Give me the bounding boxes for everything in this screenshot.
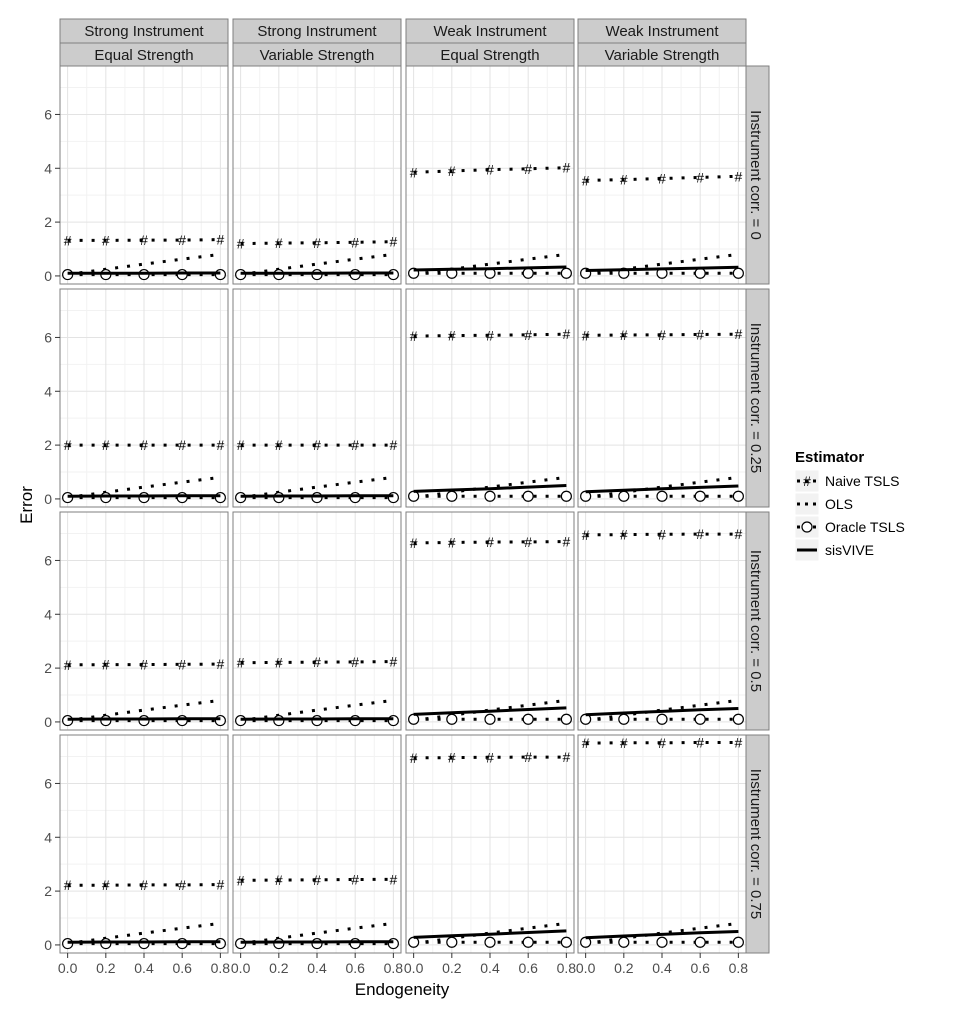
x-tick-label: 0.4 bbox=[134, 960, 154, 976]
point-oracle-tsls bbox=[274, 939, 284, 949]
point-oracle-tsls bbox=[485, 714, 495, 724]
point-oracle-tsls bbox=[177, 939, 187, 949]
x-tick-label: 0.4 bbox=[480, 960, 500, 976]
y-tick-label: 4 bbox=[44, 383, 52, 400]
point-naive-tsls: # bbox=[101, 656, 110, 673]
point-oracle-tsls bbox=[657, 937, 667, 947]
point-naive-tsls: # bbox=[619, 327, 628, 344]
point-oracle-tsls bbox=[523, 491, 533, 501]
x-tick-label: 0.4 bbox=[652, 960, 672, 976]
series-line-sisvive bbox=[241, 496, 394, 497]
row-strip-label: Instrument corr. = 0.25 bbox=[747, 322, 764, 474]
x-tick-label: 0.6 bbox=[345, 960, 365, 976]
panel bbox=[233, 512, 401, 730]
point-oracle-tsls bbox=[561, 491, 571, 501]
point-naive-tsls: # bbox=[63, 656, 72, 673]
point-oracle-tsls bbox=[215, 270, 225, 280]
point-oracle-tsls bbox=[350, 716, 360, 726]
point-naive-tsls: # bbox=[447, 162, 456, 179]
point-oracle-tsls bbox=[139, 716, 149, 726]
x-axis-title: Endogeneity bbox=[354, 980, 450, 999]
point-naive-tsls: # bbox=[236, 654, 245, 671]
column-strip-top-label: Strong Instrument bbox=[84, 23, 204, 40]
panel bbox=[60, 289, 228, 507]
point-naive-tsls: # bbox=[486, 161, 494, 178]
y-tick-label: 6 bbox=[44, 329, 52, 346]
point-naive-tsls: # bbox=[486, 327, 494, 344]
point-oracle-tsls bbox=[177, 493, 187, 503]
point-naive-tsls: # bbox=[101, 877, 110, 894]
x-tick-label: 0.6 bbox=[690, 960, 710, 976]
point-oracle-tsls bbox=[657, 491, 667, 501]
point-naive-tsls: # bbox=[658, 526, 666, 543]
legend-key-marker: # bbox=[803, 473, 811, 489]
panel bbox=[233, 289, 401, 507]
legend-title: Estimator bbox=[795, 449, 865, 466]
point-oracle-tsls bbox=[350, 939, 360, 949]
panel bbox=[578, 512, 746, 730]
point-naive-tsls: # bbox=[140, 876, 148, 893]
series-line-sisvive bbox=[68, 496, 221, 497]
y-tick-label: 0 bbox=[44, 936, 52, 953]
point-naive-tsls: # bbox=[734, 326, 743, 343]
point-naive-tsls: # bbox=[389, 233, 398, 250]
point-oracle-tsls bbox=[733, 937, 743, 947]
point-oracle-tsls bbox=[101, 716, 111, 726]
column-strip-bottom-label: Equal Strength bbox=[440, 47, 540, 64]
legend-label: Oracle TSLS bbox=[825, 519, 905, 535]
point-oracle-tsls bbox=[447, 714, 457, 724]
x-tick-label: 0.0 bbox=[575, 960, 596, 976]
legend bbox=[795, 449, 905, 561]
point-oracle-tsls bbox=[312, 716, 322, 726]
point-oracle-tsls bbox=[523, 937, 533, 947]
point-oracle-tsls bbox=[101, 493, 111, 503]
point-oracle-tsls bbox=[312, 493, 322, 503]
point-oracle-tsls bbox=[695, 268, 705, 278]
panel bbox=[60, 512, 228, 730]
point-naive-tsls: # bbox=[409, 749, 418, 766]
point-naive-tsls: # bbox=[696, 169, 705, 186]
point-naive-tsls: # bbox=[389, 437, 398, 454]
y-tick-label: 4 bbox=[44, 829, 52, 846]
point-naive-tsls: # bbox=[236, 872, 245, 889]
x-tick-label: 0.0 bbox=[403, 960, 424, 976]
panel bbox=[578, 735, 746, 953]
point-naive-tsls: # bbox=[274, 872, 283, 889]
point-naive-tsls: # bbox=[216, 876, 225, 893]
point-naive-tsls: # bbox=[409, 164, 418, 181]
point-naive-tsls: # bbox=[140, 437, 148, 454]
y-tick-label: 0 bbox=[44, 713, 52, 730]
point-naive-tsls: # bbox=[562, 326, 571, 343]
legend-item-naive-tsls bbox=[795, 470, 899, 492]
point-naive-tsls: # bbox=[524, 533, 533, 550]
point-oracle-tsls bbox=[485, 937, 495, 947]
point-oracle-tsls bbox=[388, 270, 398, 280]
point-naive-tsls: # bbox=[581, 327, 590, 344]
y-tick-label: 2 bbox=[44, 214, 52, 231]
panel bbox=[578, 289, 746, 507]
point-naive-tsls: # bbox=[581, 526, 590, 543]
point-oracle-tsls bbox=[177, 270, 187, 280]
point-oracle-tsls bbox=[619, 714, 629, 724]
point-oracle-tsls bbox=[388, 939, 398, 949]
row-strip-label: Instrument corr. = 0.5 bbox=[747, 549, 764, 693]
row-strip-label: Instrument corr. = 0 bbox=[747, 110, 764, 240]
point-naive-tsls: # bbox=[216, 231, 225, 248]
point-oracle-tsls bbox=[312, 939, 322, 949]
point-naive-tsls: # bbox=[216, 437, 225, 454]
point-naive-tsls: # bbox=[216, 656, 225, 673]
point-naive-tsls: # bbox=[313, 234, 321, 251]
point-naive-tsls: # bbox=[581, 172, 590, 189]
panel bbox=[233, 735, 401, 953]
point-oracle-tsls bbox=[523, 714, 533, 724]
point-naive-tsls: # bbox=[409, 328, 418, 345]
point-oracle-tsls bbox=[733, 714, 743, 724]
point-naive-tsls: # bbox=[178, 232, 187, 249]
point-naive-tsls: # bbox=[274, 654, 283, 671]
x-tick-label: 0.2 bbox=[614, 960, 634, 976]
point-naive-tsls: # bbox=[696, 734, 705, 751]
y-tick-label: 4 bbox=[44, 160, 52, 177]
point-oracle-tsls bbox=[619, 937, 629, 947]
point-naive-tsls: # bbox=[447, 749, 456, 766]
point-naive-tsls: # bbox=[619, 171, 628, 188]
series-line-sisvive bbox=[241, 942, 394, 943]
panel bbox=[406, 512, 574, 730]
point-naive-tsls: # bbox=[581, 735, 590, 752]
point-oracle-tsls bbox=[695, 714, 705, 724]
legend-key-marker bbox=[802, 522, 812, 532]
point-oracle-tsls bbox=[215, 716, 225, 726]
panel bbox=[233, 66, 401, 284]
panel bbox=[406, 289, 574, 507]
column-strip-top-label: Weak Instrument bbox=[605, 23, 719, 40]
point-naive-tsls: # bbox=[274, 437, 283, 454]
point-oracle-tsls bbox=[695, 937, 705, 947]
point-naive-tsls: # bbox=[63, 877, 72, 894]
y-tick-label: 2 bbox=[44, 660, 52, 677]
x-tick-label: 0.6 bbox=[172, 960, 192, 976]
point-oracle-tsls bbox=[388, 716, 398, 726]
column-strip-bottom-label: Equal Strength bbox=[94, 47, 194, 64]
point-naive-tsls: # bbox=[524, 749, 533, 766]
point-oracle-tsls bbox=[350, 493, 360, 503]
point-naive-tsls: # bbox=[658, 170, 666, 187]
x-tick-label: 0.8 bbox=[728, 960, 749, 976]
series-line-sisvive bbox=[241, 719, 394, 720]
point-naive-tsls: # bbox=[734, 168, 743, 185]
point-naive-tsls: # bbox=[351, 437, 360, 454]
point-oracle-tsls bbox=[561, 937, 571, 947]
point-oracle-tsls bbox=[139, 939, 149, 949]
point-oracle-tsls bbox=[274, 716, 284, 726]
point-naive-tsls: # bbox=[274, 235, 283, 252]
point-oracle-tsls bbox=[561, 268, 571, 278]
point-naive-tsls: # bbox=[101, 437, 110, 454]
point-naive-tsls: # bbox=[486, 749, 494, 766]
point-oracle-tsls bbox=[215, 939, 225, 949]
point-naive-tsls: # bbox=[734, 734, 743, 751]
point-oracle-tsls bbox=[101, 939, 111, 949]
x-tick-label: 0.0 bbox=[57, 960, 78, 976]
point-naive-tsls: # bbox=[101, 232, 110, 249]
point-naive-tsls: # bbox=[658, 734, 666, 751]
point-oracle-tsls bbox=[695, 491, 705, 501]
point-oracle-tsls bbox=[619, 491, 629, 501]
legend-label: Naive TSLS bbox=[825, 473, 900, 489]
x-tick-label: 0.4 bbox=[307, 960, 327, 976]
panel bbox=[406, 66, 574, 284]
point-naive-tsls: # bbox=[619, 526, 628, 543]
point-oracle-tsls bbox=[561, 714, 571, 724]
y-tick-label: 0 bbox=[44, 267, 52, 284]
point-naive-tsls: # bbox=[313, 654, 321, 671]
panel bbox=[406, 735, 574, 953]
legend-label: sisVIVE bbox=[825, 542, 875, 558]
panel bbox=[578, 66, 746, 284]
point-naive-tsls: # bbox=[178, 437, 187, 454]
point-naive-tsls: # bbox=[389, 653, 398, 670]
y-axis-title: Error bbox=[17, 486, 36, 524]
point-oracle-tsls bbox=[657, 714, 667, 724]
x-tick-label: 0.6 bbox=[518, 960, 538, 976]
y-tick-label: 6 bbox=[44, 106, 52, 123]
point-naive-tsls: # bbox=[447, 327, 456, 344]
y-tick-label: 6 bbox=[44, 552, 52, 569]
point-naive-tsls: # bbox=[447, 534, 456, 551]
point-naive-tsls: # bbox=[140, 232, 148, 249]
legend-label: OLS bbox=[825, 496, 854, 512]
x-tick-label: 0.8 bbox=[383, 960, 404, 976]
panel bbox=[60, 735, 228, 953]
point-naive-tsls: # bbox=[524, 326, 533, 343]
point-naive-tsls: # bbox=[178, 656, 187, 673]
y-tick-label: 2 bbox=[44, 437, 52, 454]
point-oracle-tsls bbox=[447, 937, 457, 947]
y-tick-label: 6 bbox=[44, 775, 52, 792]
point-naive-tsls: # bbox=[236, 437, 245, 454]
x-tick-label: 0.2 bbox=[269, 960, 289, 976]
point-naive-tsls: # bbox=[351, 234, 360, 251]
legend-item-oracle-tsls bbox=[795, 516, 905, 538]
column-strip-bottom-label: Variable Strength bbox=[604, 47, 720, 64]
point-naive-tsls: # bbox=[562, 159, 571, 176]
point-naive-tsls: # bbox=[140, 656, 148, 673]
point-naive-tsls: # bbox=[409, 534, 418, 551]
point-oracle-tsls bbox=[733, 268, 743, 278]
y-tick-label: 2 bbox=[44, 883, 52, 900]
point-oracle-tsls bbox=[274, 493, 284, 503]
point-naive-tsls: # bbox=[562, 533, 571, 550]
point-naive-tsls: # bbox=[351, 653, 360, 670]
x-tick-label: 0.8 bbox=[556, 960, 577, 976]
point-naive-tsls: # bbox=[63, 437, 72, 454]
series-line-sisvive bbox=[68, 719, 221, 720]
point-naive-tsls: # bbox=[313, 871, 321, 888]
x-tick-label: 0.2 bbox=[442, 960, 462, 976]
column-strip-bottom-label: Variable Strength bbox=[259, 47, 375, 64]
point-oracle-tsls bbox=[523, 268, 533, 278]
point-naive-tsls: # bbox=[734, 526, 743, 543]
point-naive-tsls: # bbox=[351, 871, 360, 888]
point-naive-tsls: # bbox=[313, 437, 321, 454]
point-naive-tsls: # bbox=[619, 734, 628, 751]
x-tick-label: 0.0 bbox=[230, 960, 251, 976]
point-oracle-tsls bbox=[485, 491, 495, 501]
column-strip-top-label: Weak Instrument bbox=[433, 23, 547, 40]
point-naive-tsls: # bbox=[389, 871, 398, 888]
column-strip-top-label: Strong Instrument bbox=[257, 23, 377, 40]
point-naive-tsls: # bbox=[524, 160, 533, 177]
legend-item-ols bbox=[795, 493, 853, 515]
point-oracle-tsls bbox=[388, 493, 398, 503]
row-strip-label: Instrument corr. = 0.75 bbox=[747, 768, 764, 920]
point-oracle-tsls bbox=[139, 493, 149, 503]
y-tick-label: 4 bbox=[44, 606, 52, 623]
point-naive-tsls: # bbox=[658, 326, 666, 343]
point-oracle-tsls bbox=[733, 491, 743, 501]
point-naive-tsls: # bbox=[63, 232, 72, 249]
point-naive-tsls: # bbox=[178, 876, 187, 893]
panel bbox=[60, 66, 228, 284]
point-oracle-tsls bbox=[177, 716, 187, 726]
series-line-sisvive bbox=[68, 942, 221, 943]
y-tick-label: 0 bbox=[44, 490, 52, 507]
point-naive-tsls: # bbox=[696, 326, 705, 343]
legend-item-sisvive bbox=[795, 539, 874, 561]
point-oracle-tsls bbox=[215, 493, 225, 503]
point-naive-tsls: # bbox=[696, 526, 705, 543]
point-oracle-tsls bbox=[447, 491, 457, 501]
point-oracle-tsls bbox=[350, 270, 360, 280]
point-naive-tsls: # bbox=[562, 749, 571, 766]
x-tick-label: 0.2 bbox=[96, 960, 116, 976]
point-naive-tsls: # bbox=[486, 534, 494, 551]
x-tick-label: 0.8 bbox=[210, 960, 231, 976]
point-naive-tsls: # bbox=[236, 235, 245, 252]
